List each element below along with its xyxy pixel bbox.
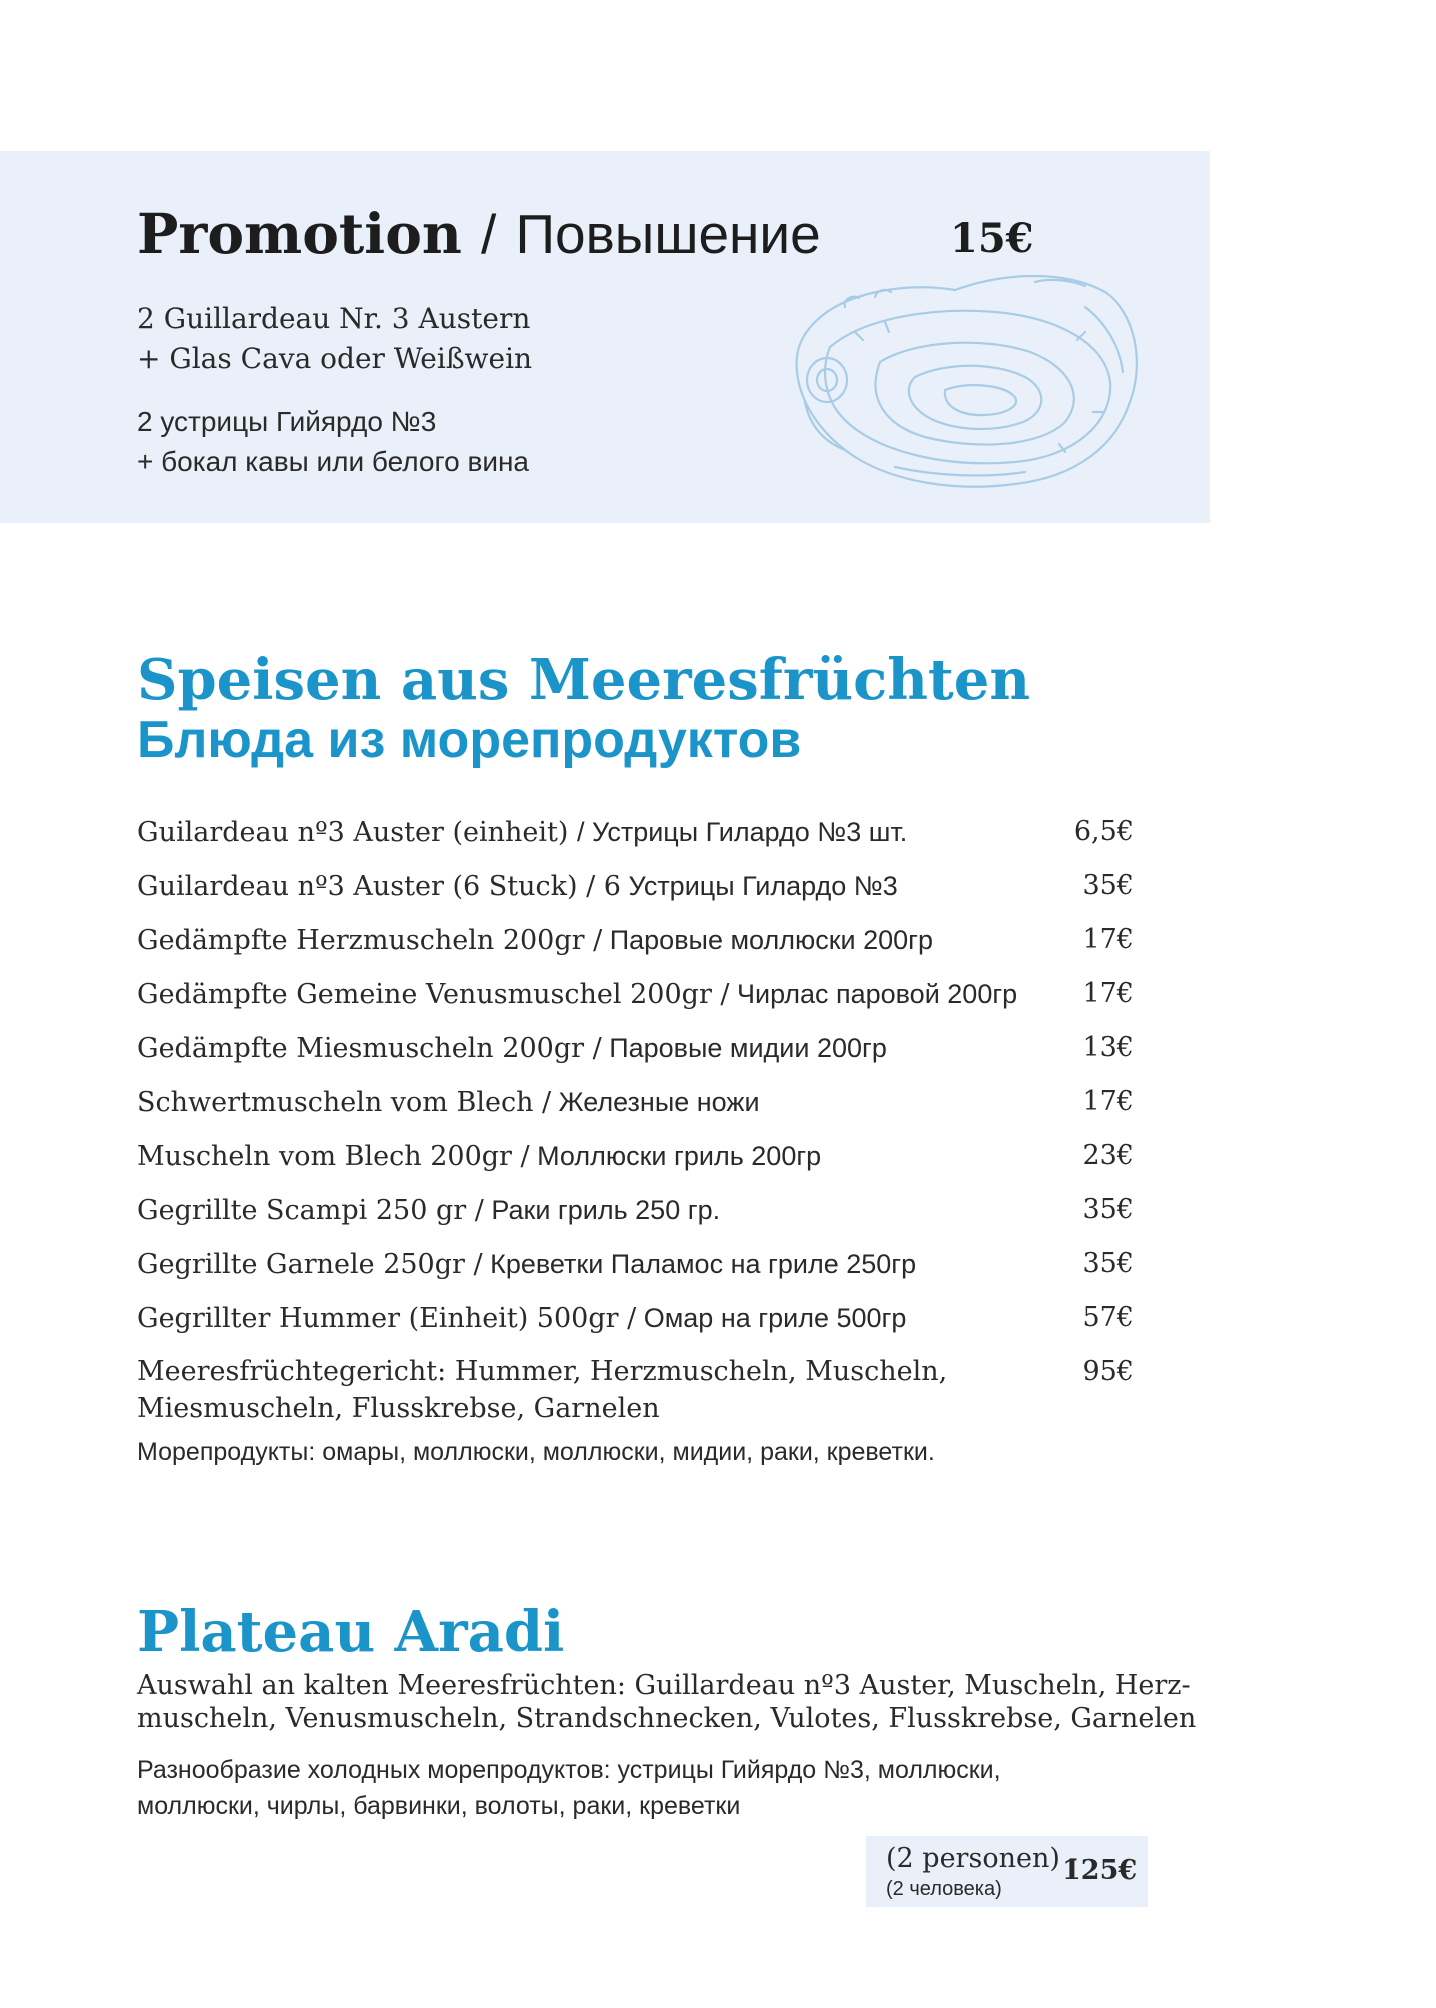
menu-item [137,1191,1134,1230]
oyster-illustration-icon [785,262,1147,494]
menu-item-de: Gegrillter Hummer (Einheit) 500gr / [137,1303,637,1334]
platter-item-cont [137,1390,1134,1428]
menu-item-price: 17€ [1082,978,1134,1009]
seafood-title-de: Speisen aus Meeresfrüchten [137,647,1031,713]
menu-item-ru: Чирлас паровой 200гр [729,979,1018,1009]
menu-item-ru: Моллюски гриль 200гр [529,1141,822,1171]
promotion-desc-ru-line1: 2 устрицы Гийярдо №3 [137,406,437,437]
menu-item-de: Gedämpfte Miesmuscheln 200gr / [137,1033,602,1064]
menu-item-price: 23€ [1082,1140,1134,1171]
menu-item-de: Guilardeau nº3 Auster (6 Stuck) / 6 [137,871,621,902]
menu-item-ru: Паровые мидии 200гр [601,1033,887,1063]
menu-item-price: 35€ [1082,1194,1134,1225]
menu-item [137,867,1134,906]
menu-item-ru: Раки гриль 250 гр. [483,1195,721,1225]
menu-item-de: Gedämpfte Gemeine Venusmuschel 200gr / [137,979,730,1010]
plateau-desc-ru-line1: Разнообразие холодных морепродуктов: устрицы Гийярдо №3, моллюски, [137,1756,1001,1784]
menu-item [137,813,1134,852]
plateau-desc-de-line1: Auswahl an kalten Meeresfrüchten: Guillardeau nº3 Auster, Muscheln, Herz- [137,1670,1191,1701]
menu-item-de: Schwertmuscheln vom Blech / [137,1087,552,1118]
menu-item-de: Guilardeau nº3 Auster (einheit) [137,817,577,848]
menu-item-price: 6,5€ [1073,816,1134,847]
menu-item-price: 35€ [1082,870,1134,901]
menu-item-de: Gegrillte Garnele 250gr / [137,1249,483,1280]
menu-item [137,1137,1134,1176]
menu-item [137,975,1134,1014]
platter-de-line1: Meeresfrüchtegericht: Hummer, Herzmuscheln, Muscheln, [137,1356,948,1387]
menu-item [137,1245,1134,1284]
menu-item [137,921,1134,960]
menu-item-ru: Устрицы Гилардо №3 [620,871,898,901]
menu-item-price: 57€ [1082,1302,1134,1333]
plateau-title: Plateau Aradi [137,1599,565,1665]
promotion-title [137,200,821,268]
menu-item [137,1083,1134,1122]
promotion-desc-de-line1: 2 Guillardeau Nr. 3 Austern [137,302,531,335]
menu-item-ru: Железные ножи [551,1087,760,1117]
menu-item-price: 13€ [1082,1032,1134,1063]
plateau-desc-ru-line2: моллюски, чирлы, барвинки, волоты, раки, креветки [137,1792,741,1820]
promotion-title-separator: / [481,203,497,265]
platter-item-ru [137,1433,1134,1471]
promotion-price: 15€ [950,215,1034,262]
platter-ru: Морепродукты: омары, моллюски, моллюски, мидии, раки, креветки. [137,1438,935,1466]
promotion-desc-ru-line2: + бокал кавы или белого вина [137,446,529,477]
menu-item-ru: Паровые моллюски 200гр [602,925,934,955]
plateau-persons-de: (2 personen) - [886,1843,1078,1874]
platter-price: 95€ [1082,1356,1134,1387]
promotion-desc-de-line2: + Glas Cava oder Weißwein [137,342,533,375]
menu-item-price: 17€ [1082,1086,1134,1117]
menu-item [137,1299,1134,1338]
menu-item-de: Gedämpfte Herzmuscheln 200gr / [137,925,603,956]
menu-item-ru: / Устрицы Гилардо №3 шт. [576,817,908,847]
promotion-title-de: Promotion [137,201,462,266]
platter-item [137,1353,1134,1391]
menu-item-ru: Креветки Паламос на гриле 250гр [482,1249,917,1279]
seafood-title-ru: Блюда из морепродуктов [137,711,802,769]
platter-de-line2: Miesmuscheln, Flusskrebse, Garnelen [137,1393,660,1424]
plateau-desc-de-line2: muscheln, Venusmuscheln, Strandschnecken, Vulotes, Flusskrebse, Garnelen [137,1703,1197,1734]
menu-item-de: Muscheln vom Blech 200gr / [137,1141,530,1172]
menu-item-de: Gegrillte Scampi 250 gr / [137,1195,484,1226]
promotion-title-ru: Повышение [515,203,821,265]
plateau-price-box [866,1836,1148,1907]
menu-item-price: 35€ [1082,1248,1134,1279]
menu-item-ru: Омар на гриле 500гр [636,1303,907,1333]
menu-item-price: 17€ [1082,924,1134,955]
menu-item [137,1029,1134,1068]
plateau-price: 125€ [1062,1855,1138,1886]
plateau-persons-ru: (2 человека) [886,1878,1002,1900]
